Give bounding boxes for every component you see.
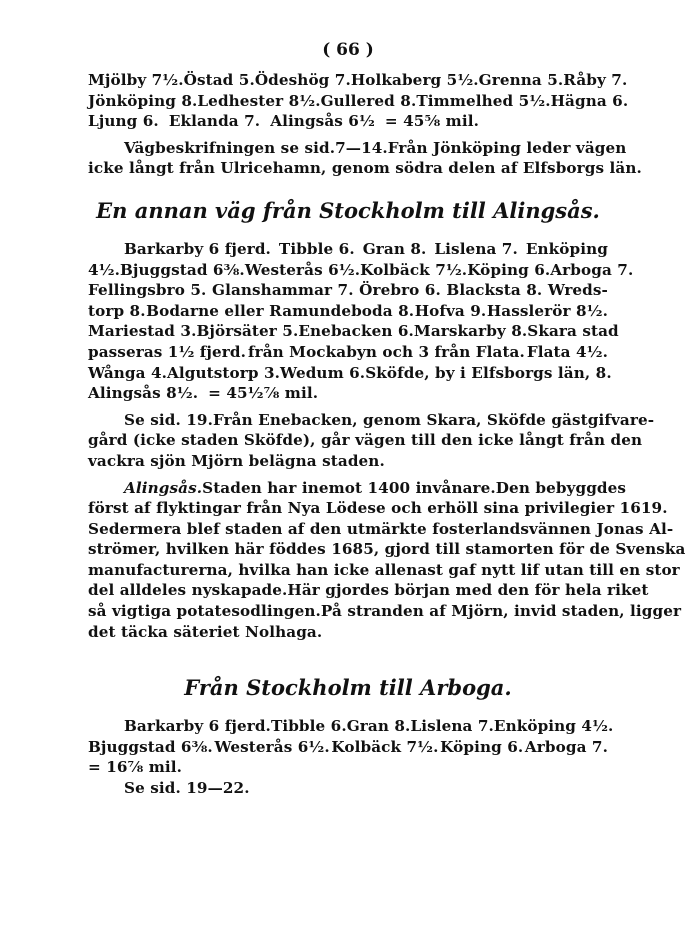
text-segment: 4½.: [88, 260, 120, 279]
text-segment: Köping 6.: [467, 260, 551, 279]
text-segment: först af flyktingar från Nya Lödese och erhöll sina privilegier 1619.: [88, 499, 668, 518]
text-segment: det täcka säteriet Nolhaga.: [88, 622, 323, 641]
text-line: [88, 410, 655, 431]
text-segment: På stranden af Mjörn, invid staden, ligger: [320, 602, 682, 621]
text-line: [88, 430, 643, 451]
text-segment: Köping 6.: [440, 737, 524, 756]
text-segment: passeras 1½ fjerd.: [88, 342, 246, 361]
text-segment: Gran 8.: [362, 239, 427, 258]
text-segment: Sköfde, by i Elfsborgs län, 8.: [365, 363, 612, 382]
text-line: [88, 363, 612, 384]
text-segment: Tibble 6.: [278, 239, 355, 258]
text-segment: Arboga 7.: [524, 737, 608, 756]
text-line: [88, 91, 629, 112]
text-segment: Hofva 9.: [414, 301, 487, 320]
section-heading: Från Stockholm till Arboga.: [184, 675, 512, 701]
text-segment: = 16⅞ mil.: [88, 758, 183, 777]
text-segment: Se sid. 19.: [124, 410, 213, 429]
text-segment: Westerås 6½.: [214, 737, 330, 756]
text-segment: manufacturerna, hvilka han icke allenast gaf nytt lif utan till en stor: [88, 560, 680, 579]
text-segment: Sedermera blef staden af den utmärkte fosterlandsvännen Jonas Al-: [88, 519, 674, 538]
route-listing: [88, 239, 634, 404]
text-segment: Westerås 6½.: [244, 260, 361, 279]
text-segment: Glanshammar 7.: [212, 281, 354, 300]
text-segment: Flata 4½.: [526, 342, 608, 361]
text-segment: vackra sjön Mjörn belägna staden.: [88, 451, 385, 470]
text-segment: Blacksta 8.: [446, 281, 543, 300]
text-line: [88, 757, 608, 778]
text-line: [88, 580, 649, 601]
text-segment: Wedum 6.: [280, 363, 366, 382]
text-segment: Bodarne eller Ramundeboda 8.: [146, 301, 415, 320]
text-segment: så vigtiga potatesodlingen.: [88, 602, 321, 621]
text-segment: strömer, hvilken här föddes 1685, gjord till stamorten för de Svenska: [88, 540, 685, 559]
text-segment: Hasslerör 8½.: [486, 301, 608, 320]
text-line: [88, 519, 674, 540]
text-segment: Hägna 6.: [550, 91, 629, 110]
text-segment: Se sid. 19—22.: [124, 779, 250, 798]
text-line: [88, 260, 634, 281]
text-line: [88, 138, 627, 159]
text-segment: Timmelhed 5½.: [416, 91, 551, 110]
text-segment: Mjölby 7½.: [88, 71, 184, 89]
section-heading: En annan väg från Stockholm till Alingsås.: [96, 197, 600, 223]
town-description: [88, 478, 685, 643]
text-segment: Den bebyggdes: [495, 478, 627, 497]
text-segment: Kolbäck 7½.: [360, 260, 468, 279]
text-segment: Alingsås 6½: [270, 112, 375, 131]
text-segment: Mariestad 3.: [88, 322, 197, 341]
text-segment: Lislena 7.: [434, 239, 518, 258]
text-segment: Barkarby 6 fjerd.: [124, 239, 271, 258]
text-segment: Här gjordes början med den för hela riket: [287, 581, 649, 600]
text-line: [88, 498, 668, 519]
text-segment: del alldeles nyskapade.: [88, 581, 288, 600]
text-segment: 7—14.: [335, 138, 388, 157]
text-line: [88, 601, 682, 622]
text-segment: Östad 5.: [183, 71, 255, 89]
text-line: [88, 239, 608, 260]
text-line: [88, 622, 608, 643]
route-listing: [88, 716, 614, 798]
route-continuation: [88, 70, 629, 132]
text-line: [88, 737, 608, 758]
text-line: [88, 301, 608, 322]
text-segment: Holkaberg 5½.: [350, 71, 479, 89]
text-segment: Kolbäck 7½.: [331, 737, 439, 756]
book-page: [88, 34, 685, 799]
text-segment: Arboga 7.: [550, 260, 634, 279]
text-segment: Ljung 6.: [88, 112, 159, 131]
text-line: [88, 158, 642, 179]
text-segment: Tibble 6.: [270, 717, 347, 736]
text-segment: Jönköping 8.: [88, 91, 198, 110]
text-line: [88, 111, 608, 132]
text-segment: icke långt från Ulricehamn, genom södra delen af Elfsborgs län.: [88, 159, 642, 178]
text-segment: Algutstorp 3.: [167, 363, 281, 382]
text-segment: Fellingsbro 5.: [88, 281, 207, 300]
text-line: [88, 716, 614, 737]
text-line: [88, 280, 608, 301]
town-name: Alingsås.: [124, 478, 203, 497]
text-segment: Råby 7.: [563, 71, 628, 89]
text-segment: Skara stad: [527, 322, 619, 341]
text-segment: Från Enebacken, genom Skara, Sköfde gästgifvare-: [212, 410, 655, 429]
text-line: [88, 778, 608, 799]
text-line: [88, 342, 608, 363]
text-segment: = 45⅝ mil.: [384, 112, 479, 131]
text-segment: Gullered 8.: [320, 91, 417, 110]
page-number: ( 66 ): [322, 40, 374, 60]
route-description: [88, 138, 642, 179]
text-segment: Örebro 6.: [359, 281, 441, 300]
text-line: [88, 383, 608, 404]
text-segment: Enköping 4½.: [493, 717, 614, 736]
text-segment: Eklanda 7.: [168, 112, 261, 131]
text-segment: Ödeshög 7.: [254, 71, 351, 89]
text-segment: Grenna 5.: [478, 71, 564, 89]
text-segment: Lislena 7.: [410, 717, 494, 736]
text-segment: Wreds-: [547, 281, 608, 300]
text-line: [88, 478, 627, 499]
text-segment: Vägbeskrifningen se sid.: [124, 138, 336, 157]
text-line: [88, 560, 680, 581]
text-line: [88, 70, 628, 91]
text-segment: Från Jönköping leder vägen: [387, 138, 627, 157]
text-segment: Marskarby 8.: [413, 322, 528, 341]
text-segment: = 45½⅞ mil.: [208, 384, 319, 403]
text-segment: Björsäter 5.: [196, 322, 299, 341]
text-segment: Wånga 4.: [88, 363, 168, 382]
text-line: [88, 451, 608, 472]
text-segment: Bjuggstad 6⅜.: [88, 737, 213, 756]
text-segment: Ledhester 8½.: [197, 91, 321, 110]
text-line: [88, 321, 619, 342]
route-description: [88, 410, 655, 472]
text-line: [88, 539, 685, 560]
text-segment: från Mockabyn och 3 från Flata.: [247, 342, 525, 361]
text-segment: Bjuggstad 6⅜.: [120, 260, 245, 279]
text-segment: gård (icke staden Sköfde), går vägen till den icke långt från den: [88, 431, 643, 450]
text-segment: Alingsås 8½.: [88, 384, 199, 403]
text-segment: Barkarby 6 fjerd.: [124, 717, 271, 736]
text-segment: Gran 8.: [346, 717, 411, 736]
text-segment: torp 8.: [88, 301, 146, 320]
text-segment: Staden har inemot 1400 invånare.: [202, 478, 496, 497]
text-segment: Enköping: [525, 239, 608, 258]
text-segment: Enebacken 6.: [298, 322, 414, 341]
